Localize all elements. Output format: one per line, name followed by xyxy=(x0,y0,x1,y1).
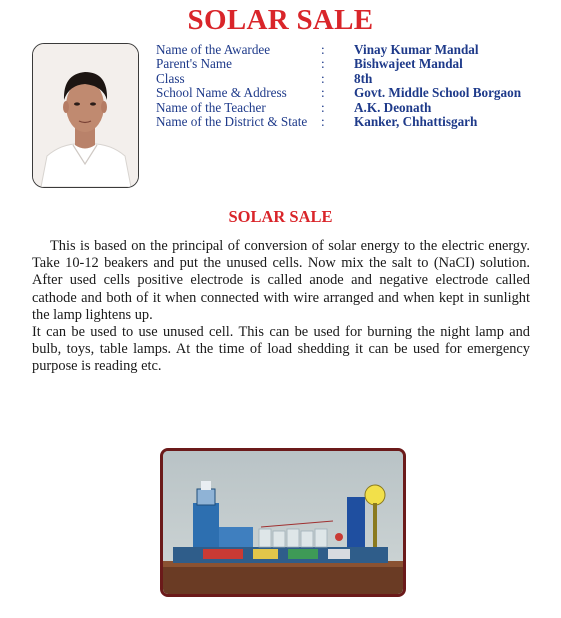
info-label: Name of the District & State xyxy=(156,114,308,130)
info-value: Kanker, Chhattisgarh xyxy=(354,114,478,130)
info-label: Name of the Teacher xyxy=(156,99,266,115)
info-value: Bishwajeet Mandal xyxy=(354,56,463,72)
info-row-teacher xyxy=(156,101,521,115)
awardee-photo xyxy=(32,43,139,188)
info-row-district xyxy=(156,115,521,129)
info-row-school xyxy=(156,86,521,100)
info-label: Class xyxy=(156,70,185,86)
info-value: 8th xyxy=(354,70,373,86)
project-image xyxy=(163,451,403,594)
info-colon: : xyxy=(321,56,325,72)
info-colon: : xyxy=(321,114,325,130)
description-text xyxy=(32,238,530,376)
portrait-image xyxy=(33,44,138,187)
info-value: Govt. Middle School Borgaon xyxy=(354,85,522,101)
info-value: Vinay Kumar Mandal xyxy=(354,42,479,57)
info-row-awardee xyxy=(156,43,521,57)
info-colon: : xyxy=(321,70,325,86)
info-label: Parent's Name xyxy=(156,56,232,72)
info-colon: : xyxy=(321,99,325,115)
info-label: School Name & Address xyxy=(156,85,287,101)
info-row-class xyxy=(156,72,521,86)
page-title: SOLAR SALE xyxy=(187,4,374,36)
info-label: Name of the Awardee xyxy=(156,42,271,57)
info-colon: : xyxy=(321,85,325,101)
project-photo xyxy=(160,448,406,597)
info-value: A.K. Deonath xyxy=(354,99,432,115)
info-colon: : xyxy=(321,42,325,57)
info-row-parent xyxy=(156,57,521,71)
awardee-info xyxy=(156,43,521,129)
description-paragraph-2: It can be used to use unused cell. This can be used for burning the night lamp and bulb, toys, table lamps. At the time of load shedding it can be used for emergency purpose is reading etc. xyxy=(32,324,530,375)
section-heading: SOLAR SALE xyxy=(228,207,333,226)
description-paragraph-1: This is based on the principal of conversion of solar energy to the electric energy. Take 10-12 beakers and put the unused cells. Now mix the salt to (NaCI) solution. After used cells positive electrode is called anode and negative electrode called cathode and both of it when connected with wire arranged and when kept in sunlight the lamp lightens up. xyxy=(32,238,530,323)
